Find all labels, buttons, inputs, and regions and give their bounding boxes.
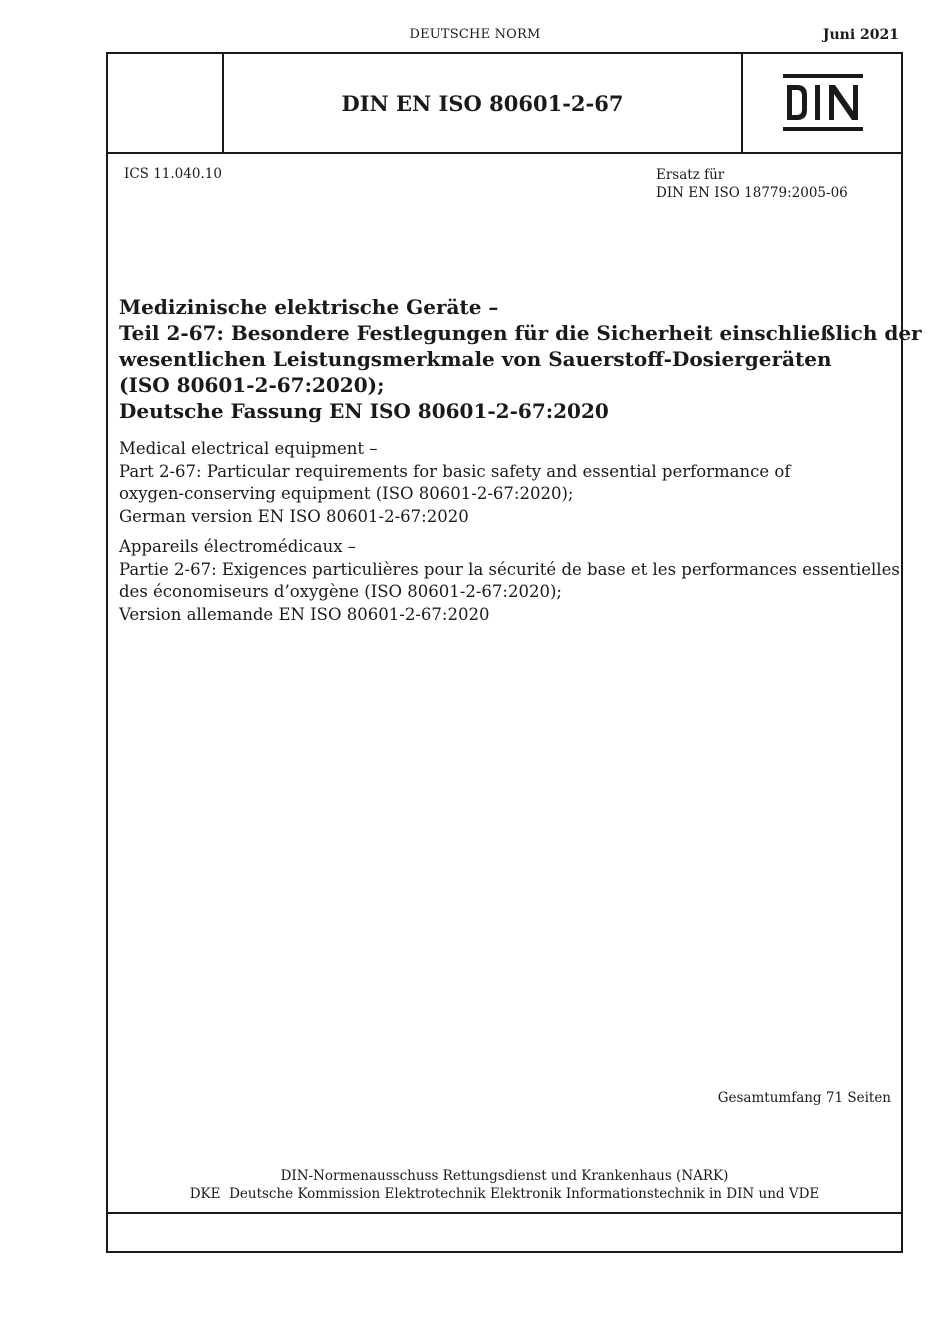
title-english-line: Part 2-67: Particular requirements for basic safety and essential performance of	[119, 461, 791, 481]
cover-frame	[106, 52, 922, 1253]
norm-type-label: DEUTSCHE NORM	[409, 27, 541, 42]
title-english-line: Medical electrical equipment –	[119, 439, 378, 458]
bottom-divider	[108, 1212, 901, 1214]
header-row	[108, 54, 901, 154]
title-german-line: Teil 2-67: Besondere Festlegungen für die Sicherheit einschließlich der	[119, 321, 922, 345]
committee-line: DIN-Normenausschuss Rettungsdienst und Krankenhaus (NARK)	[280, 1168, 729, 1184]
title-english	[119, 438, 889, 528]
committee-line: DKE Deutsche Kommission Elektrotechnik Elektronik Informationstechnik in DIN und VDE	[189, 1186, 820, 1202]
logo-cell	[741, 54, 901, 152]
title-french-line: Appareils électromédicaux –	[119, 537, 357, 556]
title-german-line: (ISO 80601-2-67:2020);	[119, 373, 385, 397]
title-german	[119, 294, 922, 424]
title-french	[119, 536, 900, 626]
replacement-label: Ersatz für	[656, 167, 725, 183]
title-english-line: German version EN ISO 80601-2-67:2020	[119, 506, 469, 526]
publication-date: Juni 2021	[822, 27, 899, 43]
ics-code: ICS 11.040.10	[124, 166, 222, 182]
replacement-info	[656, 166, 848, 202]
replacement-value: DIN EN ISO 18779:2005-06	[656, 185, 848, 201]
title-french-line: Version allemande EN ISO 80601-2-67:2020	[119, 604, 490, 624]
title-german-line: Deutsche Fassung EN ISO 80601-2-67:2020	[119, 399, 609, 423]
title-german-line: wesentlichen Leistungsmerkmale von Sauerstoff-Dosiergeräten	[119, 347, 832, 371]
title-french-line: des économiseurs d’oxygène (ISO 80601-2-67:2020);	[119, 582, 562, 601]
header-empty-cell	[108, 54, 224, 152]
total-pages: Gesamtumfang 71 Seiten	[717, 1090, 891, 1106]
title-french-line: Partie 2-67: Exigences particulières pour la sécurité de base et les performances essentielles	[119, 559, 900, 579]
document-number: DIN EN ISO 80601-2-67	[341, 90, 624, 116]
din-logo-icon	[783, 74, 863, 132]
title-english-line: oxygen-conserving equipment (ISO 80601-2-67:2020);	[119, 484, 574, 503]
committee-info	[108, 1167, 901, 1203]
title-german-line: Medizinische elektrische Geräte –	[119, 295, 499, 319]
